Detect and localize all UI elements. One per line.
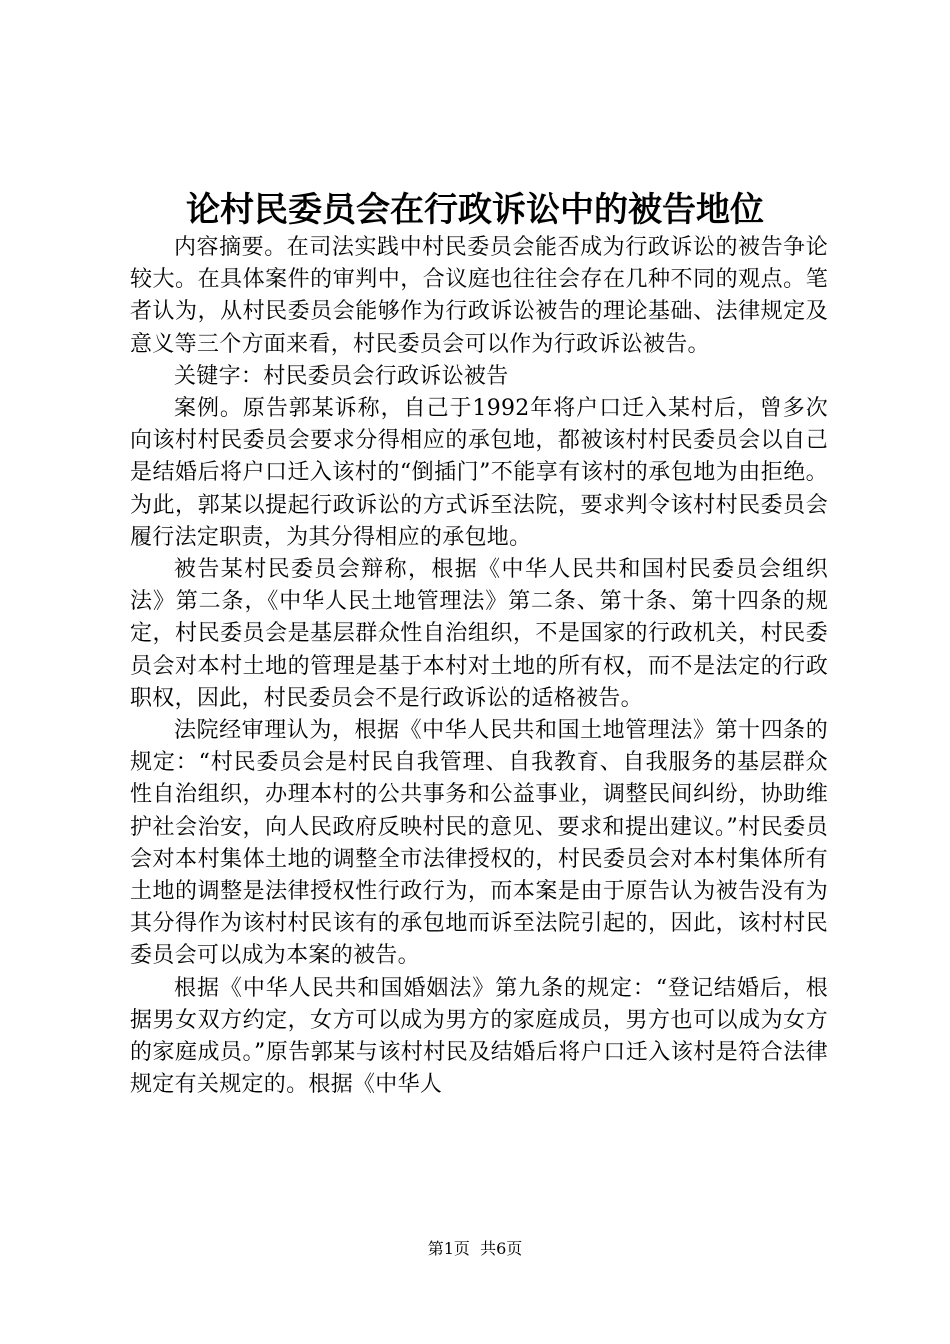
paragraph-court-opinion: 法院经审理认为，根据《中华人民共和国土地管理法》第十四条的规定：“村民委员会是村民自我管理、自我教育、自我服务的基层群众性自治组织，办理本村的公共事务和公益事业，调整民间纠纷，协助维护社会治安，向人民政府反映村民的意见、要求和提出建议。”村民委员会对本村集体土地的调整全市法律授权的，村民委员会对本村集体所有土地的调整是法律授权性行政行为，而本案是由于原告认为被告没有为其分得作为该村村民该有的承包地而诉至法院引起的，因此，该村村民委员会可以成为本案的被告。 — [130, 718, 828, 969]
paragraph-keywords: 关键字：村民委员会行政诉讼被告 — [174, 363, 509, 389]
paragraph-defendant-argument: 被告某村民委员会辩称，根据《中华人民共和国村民委员会组织法》第二条，《中华人民土地管理法》第二条、第十条、第十四条的规定，村民委员会是基层群众性自治组织，不是国家的行政机关，村民委员会对本村土地的管理是基于本村对土地的所有权，而不是法定的行政职权，因此，村民委员会不是行政诉讼的适格被告。 — [130, 557, 828, 711]
paragraph-abstract: 内容摘要。在司法实践中村民委员会能否成为行政诉讼的被告争论较大。在具体案件的审判中，合议庭也往往会存在几种不同的观点。笔者认为，从村民委员会能够作为行政诉讼被告的理论基础、法律规定及意义等三个方面来看，村民委员会可以作为行政诉讼被告。 — [130, 235, 828, 357]
paragraph-case: 案例。原告郭某诉称，自己于1992年将户口迁入某村后，曾多次向该村村民委员会要求分得相应的承包地，都被该村村民委员会以自己是结婚后将户口迁入该村的“倒插门”不能享有该村的承包地为由拒绝。为此，郭某以提起行政诉讼的方式诉至法院，要求判令该村村民委员会履行法定职责，为其分得相应的承包地。 — [130, 396, 828, 550]
paragraph-marriage-law: 根据《中华人民共和国婚姻法》第九条的规定：“登记结婚后，根据男女双方约定，女方可以成为男方的家庭成员，男方也可以成为女方的家庭成员。”原告郭某与该村村民及结婚后将户口迁入该村是符合法律规定有关规定的。根据《中华人 — [130, 975, 828, 1098]
page-footer — [0, 1238, 950, 1260]
document-title: 论村民委员会在行政诉讼中的被告地位 — [186, 190, 764, 230]
page-number: 第1页 共6页 — [427, 1239, 523, 1258]
document-body — [130, 232, 828, 1101]
